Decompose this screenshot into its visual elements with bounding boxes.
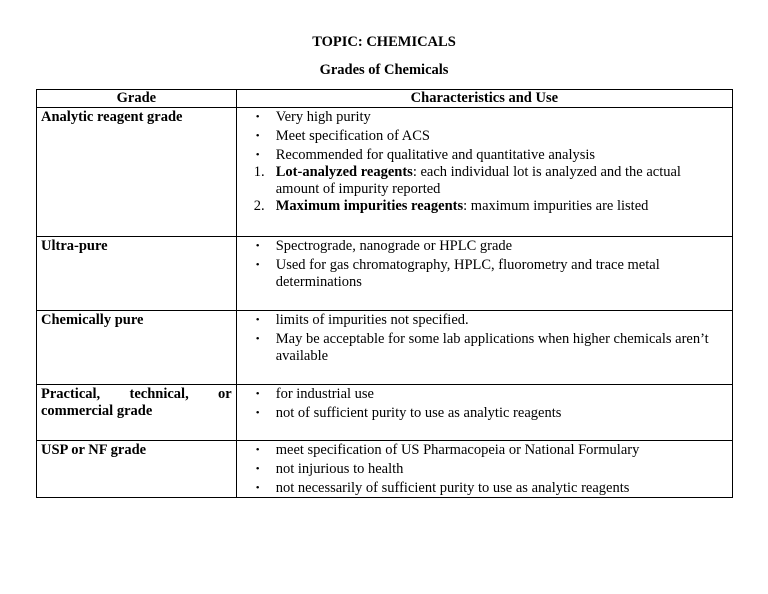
page-subtitle: Grades of Chemicals <box>319 62 449 78</box>
grade-cell <box>37 385 237 441</box>
list-item <box>237 442 728 459</box>
item-text: Used for gas chromatography, HPLC, fluorometry and trace metal determinations <box>275 257 660 290</box>
number-marker: 1. <box>253 164 265 180</box>
characteristics-list <box>237 442 728 497</box>
bullet-marker: • <box>255 314 260 326</box>
item-text: Very high purity <box>275 109 371 125</box>
page-title: TOPIC: CHEMICALS <box>312 34 456 50</box>
grade-cell: USP or NF grade <box>37 441 237 498</box>
number-marker: 2. <box>253 198 265 214</box>
item-text: Meet specification of ACS <box>275 128 430 144</box>
column-header-characteristics: Characteristics and Use <box>236 90 732 108</box>
list-item <box>237 312 728 329</box>
table-row <box>37 441 733 498</box>
list-item <box>237 147 728 164</box>
bullet-marker: • <box>255 240 260 252</box>
characteristics-list <box>237 386 728 422</box>
bullet-marker: • <box>255 482 260 494</box>
bullet-marker: • <box>255 111 260 123</box>
grade-cell: Chemically pure <box>37 311 237 385</box>
column-header-grade: Grade <box>37 90 237 108</box>
item-text: not necessarily of sufficient purity to use as analytic reagents <box>275 480 630 496</box>
grade-line: Practical, technical, or <box>41 386 232 402</box>
characteristics-list <box>237 109 728 215</box>
item-text: meet specification of US Pharmacopeia or National Formulary <box>275 442 640 458</box>
characteristics-list <box>237 312 728 365</box>
table-row <box>37 311 733 385</box>
item-text: Spectrograde, nanograde or HPLC grade <box>275 238 513 254</box>
bullet-marker: • <box>255 333 260 345</box>
bullet-marker: • <box>255 444 260 456</box>
item-text: Recommended for qualitative and quantitative analysis <box>275 147 596 163</box>
bullet-marker: • <box>255 130 260 142</box>
characteristics-cell <box>236 385 732 441</box>
list-item <box>237 405 728 422</box>
table-row <box>37 237 733 311</box>
characteristics-list <box>237 238 728 291</box>
item-text: : each individual lot is analyzed and the actual amount of impurity reported <box>275 164 681 197</box>
item-text: not of sufficient purity to use as analytic reagents <box>275 405 562 421</box>
characteristics-cell <box>236 441 732 498</box>
characteristics-cell <box>236 108 732 237</box>
characteristics-cell <box>236 311 732 385</box>
item-text: for industrial use <box>275 386 374 402</box>
item-term: Maximum impurities reagents <box>275 198 464 214</box>
list-item <box>237 238 728 255</box>
bullet-marker: • <box>255 463 260 475</box>
list-item <box>237 257 728 291</box>
bullet-marker: • <box>255 259 260 271</box>
grades-table <box>36 89 733 498</box>
characteristics-cell <box>236 237 732 311</box>
item-text: May be acceptable for some lab applications when higher chemicals aren’t available <box>275 331 709 364</box>
list-item <box>237 480 728 497</box>
item-text: limits of impurities not specified. <box>275 312 469 328</box>
table-row <box>37 385 733 441</box>
item-text: not injurious to health <box>275 461 404 477</box>
list-item <box>237 198 728 215</box>
list-item <box>237 164 728 198</box>
grade-cell: Analytic reagent grade <box>37 108 237 237</box>
item-text: : maximum impurities are listed <box>463 198 649 214</box>
list-item <box>237 128 728 145</box>
bullet-marker: • <box>255 388 260 400</box>
list-item <box>237 109 728 126</box>
list-item <box>237 331 728 365</box>
list-item <box>237 461 728 478</box>
table-row <box>37 108 733 237</box>
grade-cell: Ultra-pure <box>37 237 237 311</box>
bullet-marker: • <box>255 407 260 419</box>
list-item <box>237 386 728 403</box>
grade-line: commercial grade <box>41 403 153 419</box>
item-term: Lot-analyzed reagents <box>275 164 413 180</box>
bullet-marker: • <box>255 149 260 161</box>
table-header-row <box>37 90 733 108</box>
